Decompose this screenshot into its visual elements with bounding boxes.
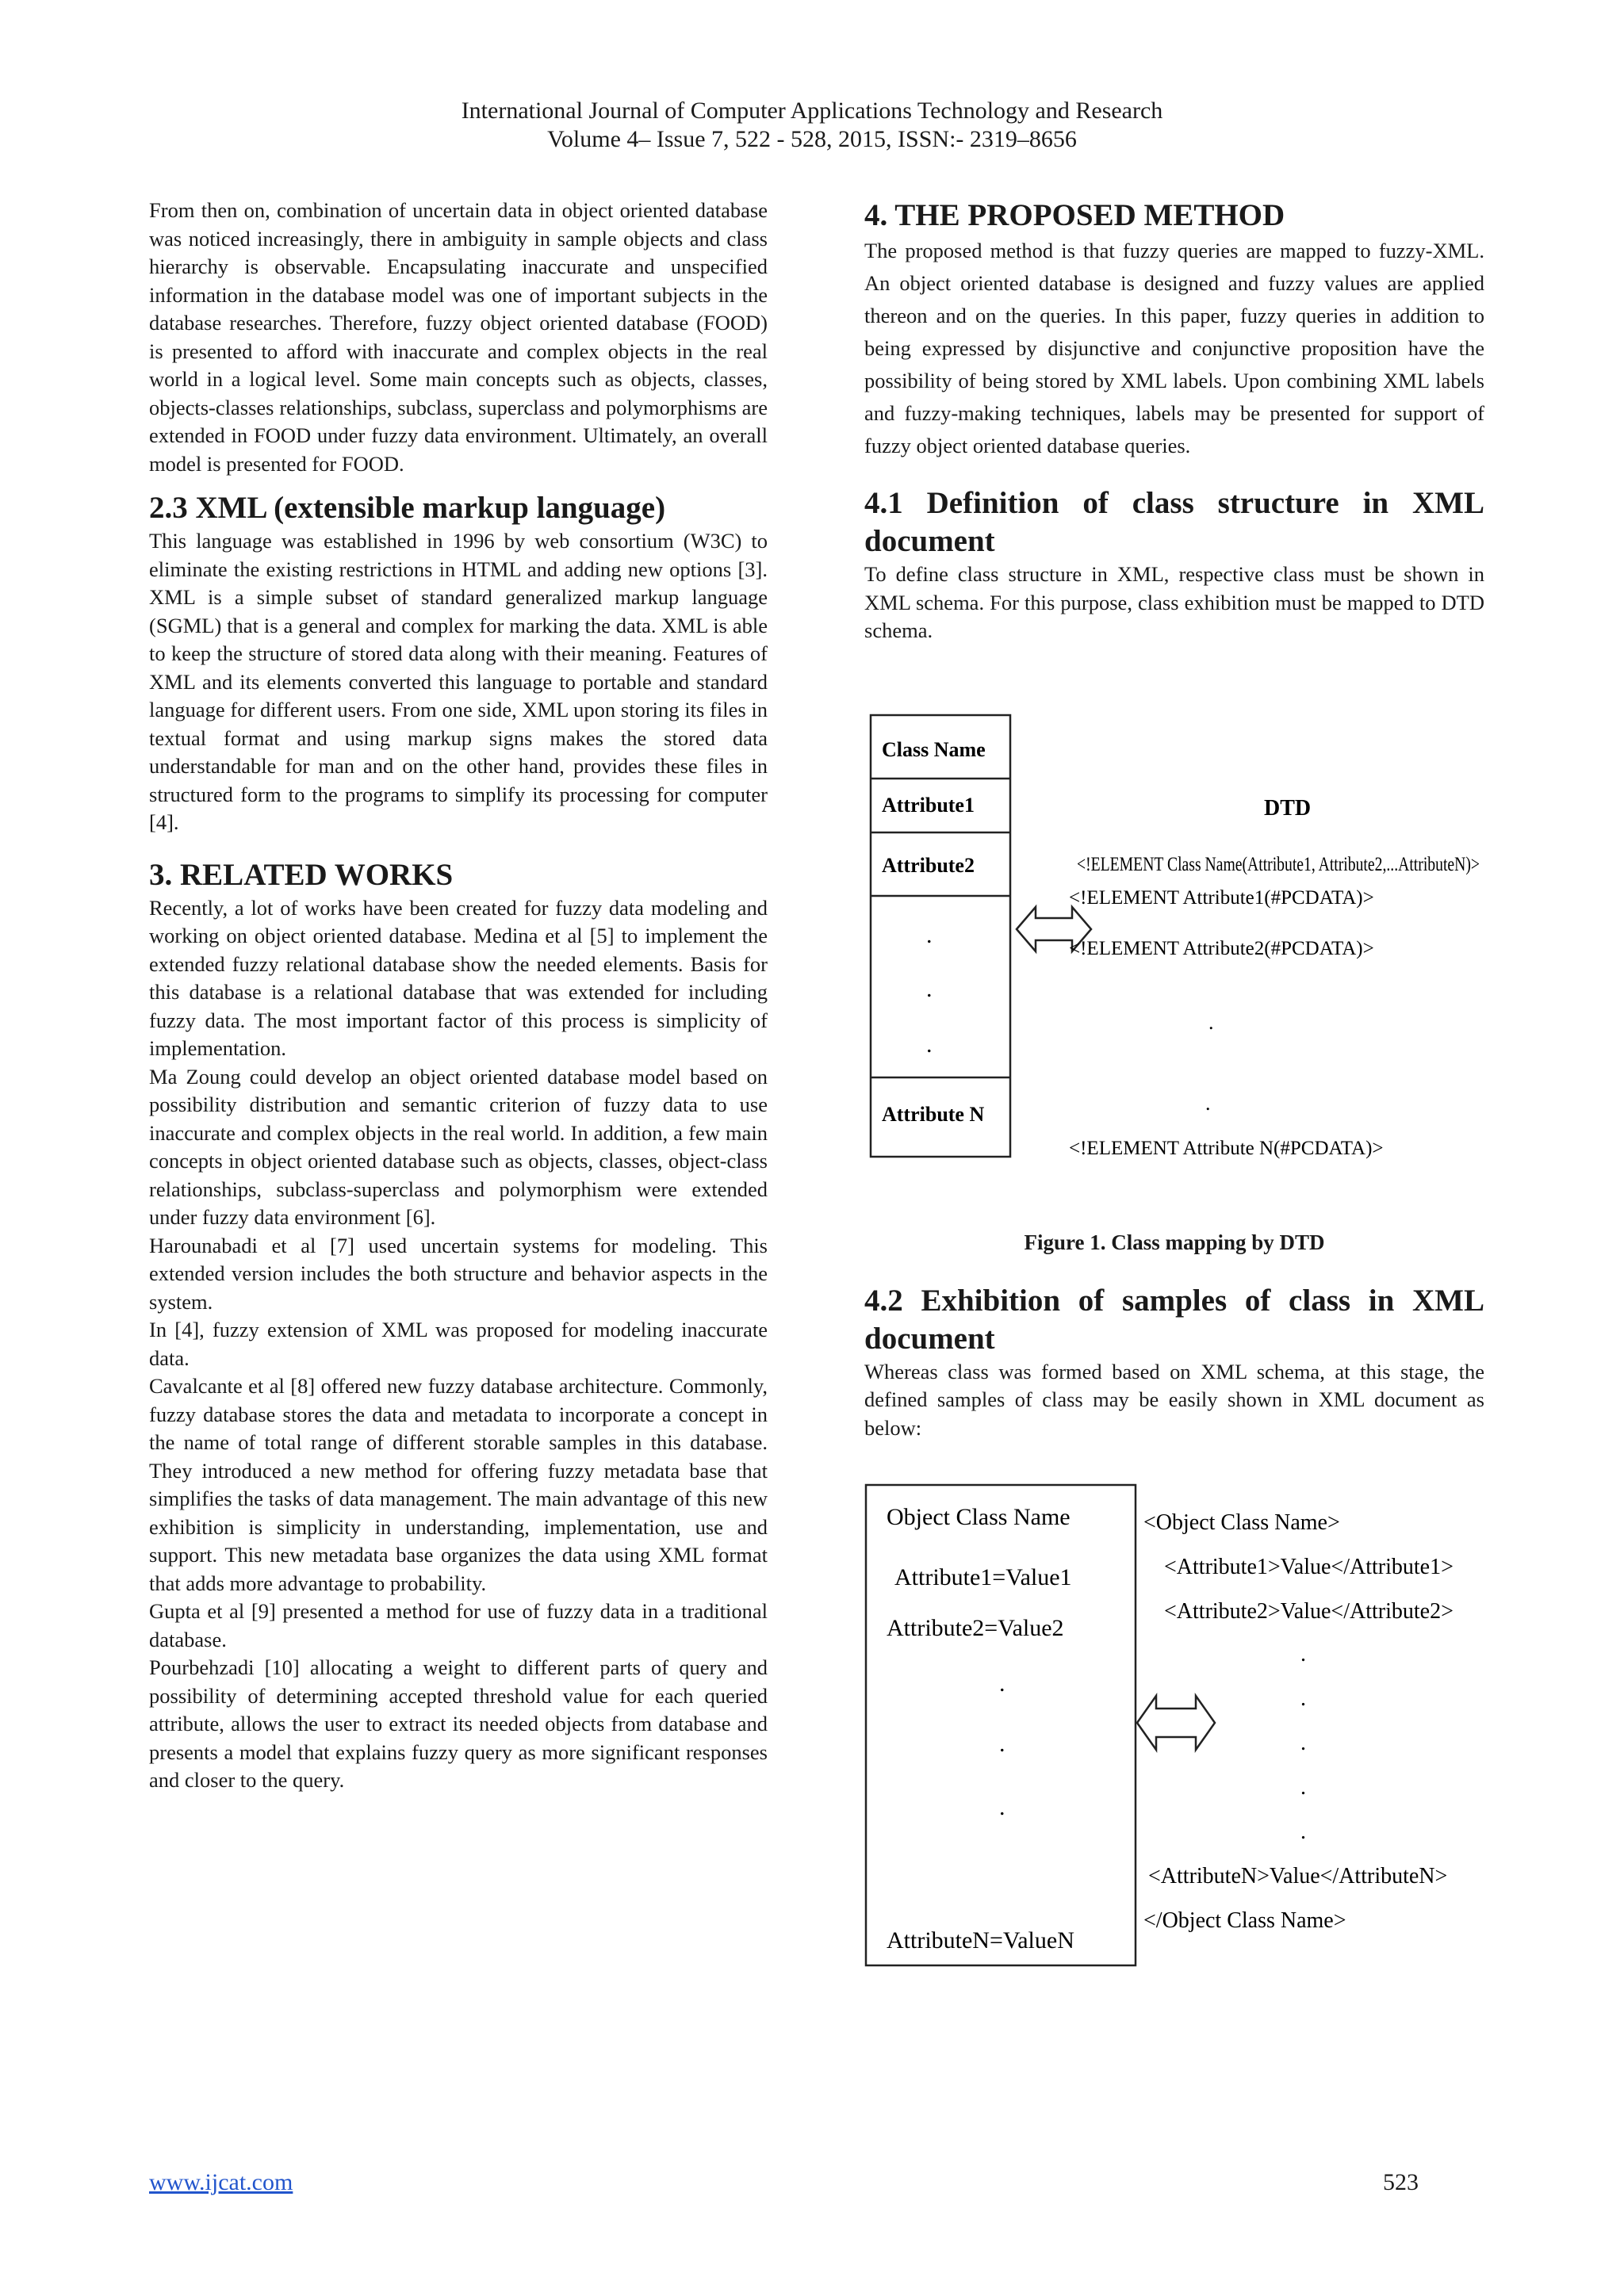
object-attribute2: Attribute2=Value2	[887, 1615, 1064, 1641]
dtd-element-attribute1: <!ELEMENT Attribute1(#PCDATA)>	[1069, 886, 1374, 909]
right-column	[864, 197, 1484, 1976]
related-paragraph-7: Pourbehzadi [10] allocating a weight to different parts of query and possibility of determining accepted threshold value for each queried attribute, allows the user to extract its needed objects from database and presents a model that explains fuzzy query as more significant responses and closer to the query.	[149, 1655, 768, 1792]
xml-close-tag: </Object Class Name>	[1143, 1908, 1346, 1933]
dtd-element-attribute2: <!ELEMENT Attribute2(#PCDATA)>	[1069, 937, 1374, 959]
section-heading-proposed-method: 4. THE PROPOSED METHOD	[864, 198, 1285, 232]
figure-2-xml-sample-diagram	[864, 1485, 1484, 1976]
figure-1-caption: Figure 1. Class mapping by DTD	[1024, 1230, 1325, 1254]
object-dot-1: .	[999, 1670, 1005, 1697]
xml-dot-4: .	[1300, 1775, 1306, 1800]
xml-attribute2-tag: <Attribute2>Value</Attribute2>	[1164, 1599, 1454, 1624]
xml-attribute1-tag: <Attribute1>Value</Attribute1>	[1164, 1555, 1454, 1579]
object-attributeN: AttributeN=ValueN	[887, 1927, 1074, 1954]
class-dot-2: .	[926, 975, 933, 1002]
journal-title: International Journal of Computer Applications Technology and Research	[461, 98, 1163, 124]
section-4-1-paragraph: To define class structure in XML, respective class must be shown in XML schema. For this purpose, class exhibition must be mapped to DTD schema.	[864, 562, 1484, 642]
object-attribute1: Attribute1=Value1	[894, 1564, 1072, 1590]
related-paragraph-6: Gupta et al [9] presented a method for use of fuzzy data in a traditional database.	[149, 1599, 768, 1651]
related-paragraph-4: In [4], fuzzy extension of XML was proposed for modeling inaccurate data.	[149, 1318, 768, 1370]
section-heading-4-1: 4.1 Definition of class structure in XML document	[864, 486, 1484, 558]
section-heading-related-works: 3. RELATED WORKS	[149, 857, 454, 892]
related-paragraph-5: Cavalcante et al [8] offered new fuzzy database architecture. Commonly, fuzzy database stores the data and metadata to incorporate a concept in the name of total range of different storable samples in this database. They introduced a new method for offering fuzzy metadata base that simplifies the tasks of data management. The main advantage of this new exhibition is simplicity in understanding, implementation, use and support. This new metadata base organizes the data using XML format that adds more advantage to probability.	[149, 1374, 768, 1595]
xml-attributeN-tag: <AttributeN>Value</AttributeN>	[1148, 1864, 1448, 1888]
xml-dot-5: .	[1300, 1820, 1306, 1844]
journal-website-link[interactable]: www.ijcat.com	[149, 2169, 293, 2195]
class-dot-1: .	[926, 921, 933, 948]
dtd-dot-2: .	[1205, 1091, 1211, 1115]
xml-dot-1: .	[1300, 1642, 1306, 1667]
related-paragraph-3: Harounabadi et al [7] used uncertain systems for modeling. This extended version includes the both structure and behavior aspects in the system.	[149, 1233, 768, 1314]
class-dot-3: .	[926, 1031, 933, 1058]
object-box	[866, 1485, 1136, 1965]
section-4-2-paragraph: Whereas class was formed based on XML schema, at this stage, the defined samples of class may be easily shown in XML document as below:	[864, 1359, 1484, 1440]
section-heading-4-2: 4.2 Exhibition of samples of class in XML document	[864, 1283, 1484, 1356]
section-heading-xml: 2.3 XML (extensible markup language)	[149, 491, 666, 525]
class-box	[871, 715, 1010, 1157]
object-class-name: Object Class Name	[887, 1504, 1071, 1530]
dtd-title: DTD	[1264, 795, 1312, 821]
page-number: 523	[1383, 2169, 1419, 2195]
related-paragraph-1: Recently, a lot of works have been created for fuzzy data modeling and working on object oriented database. Medina et al [5] to implement the extended fuzzy relational database show the needed elements. Basis for this database is a relational database that was extended for including fuzzy data. The most important factor of this process is simplicity of implementation.	[149, 895, 768, 1060]
journal-volume: Volume 4– Issue 7, 522 - 528, 2015, ISSN:- 2319–8656	[547, 126, 1077, 152]
attributeN-cell: Attribute N	[882, 1102, 985, 1126]
proposed-paragraph: The proposed method is that fuzzy queries are mapped to fuzzy-XML. An object oriented database is designed and fuzzy values are applied thereon and on the queries. In this paper, fuzzy queries in addition to being expressed by disjunctive and conjunctive proposition have the possibility of being stored by XML labels. Upon combining XML labels and fuzzy-making techniques, labels may be presented for support of fuzzy object oriented database queries.	[864, 239, 1484, 457]
left-column	[149, 197, 768, 1795]
intro-paragraph: From then on, combination of uncertain data in object oriented database was noticed increasingly, there in ambiguity in sample objects and class hierarchy is observable. Encapsulating inaccurate and unspecified information in the database model was one of important subjects in the database researches. Therefore, fuzzy object oriented database (FOOD) is presented to afford with inaccurate and complex objects in the real world in a logical level. Some main concepts such as objects, classes, objects-classes relationships, subclass, superclass and polymorphisms are extended in FOOD under fuzzy data environment. Ultimately, an overall model is presented for FOOD.	[149, 198, 768, 476]
object-dot-3: .	[999, 1794, 1005, 1820]
dtd-dot-1: .	[1208, 1010, 1214, 1034]
xml-dot-3: .	[1300, 1731, 1306, 1755]
object-dot-2: .	[999, 1731, 1005, 1757]
double-arrow-icon	[1137, 1696, 1215, 1750]
related-paragraph-2: Ma Zoung could develop an object oriented database model based on possibility distribution and semantic criterion of fuzzy data to use inaccurate and complex objects in the real world. In addition, a few main concepts in object oriented database such as objects, classes, object-class relationships, subclass-superclass and polymorphism were extended under fuzzy data environment [6].	[149, 1064, 768, 1229]
journal-header	[0, 97, 1624, 154]
xml-dot-2: .	[1300, 1686, 1306, 1711]
class-name-cell: Class Name	[882, 737, 986, 761]
dtd-element-class: <!ELEMENT Class Name(Attribute1, Attribute2,...AttributeN)>	[1077, 853, 1480, 875]
attribute1-cell: Attribute1	[882, 793, 975, 817]
dtd-element-attributeN: <!ELEMENT Attribute N(#PCDATA)>	[1069, 1137, 1384, 1159]
xml-open-tag: <Object Class Name>	[1143, 1510, 1340, 1535]
xml-paragraph: This language was established in 1996 by web consortium (W3C) to eliminate the existing restrictions in HTML and adding new options [3]. XML is a simple subset of standard generalized markup language (SGML) that is a general and complex for marking the data. XML is able to keep the structure of stored data along with their meaning. Features of XML and its elements converted this language to portable and standard language for different users. From one side, XML upon storing its files in textual format and using markup signs makes the stored data understandable for man and on the other hand, provides these files in structured form to the programs to simplify its processing for computer [4].	[149, 529, 768, 834]
attribute2-cell: Attribute2	[882, 853, 975, 877]
figure-1-class-dtd-diagram	[864, 715, 1484, 1191]
